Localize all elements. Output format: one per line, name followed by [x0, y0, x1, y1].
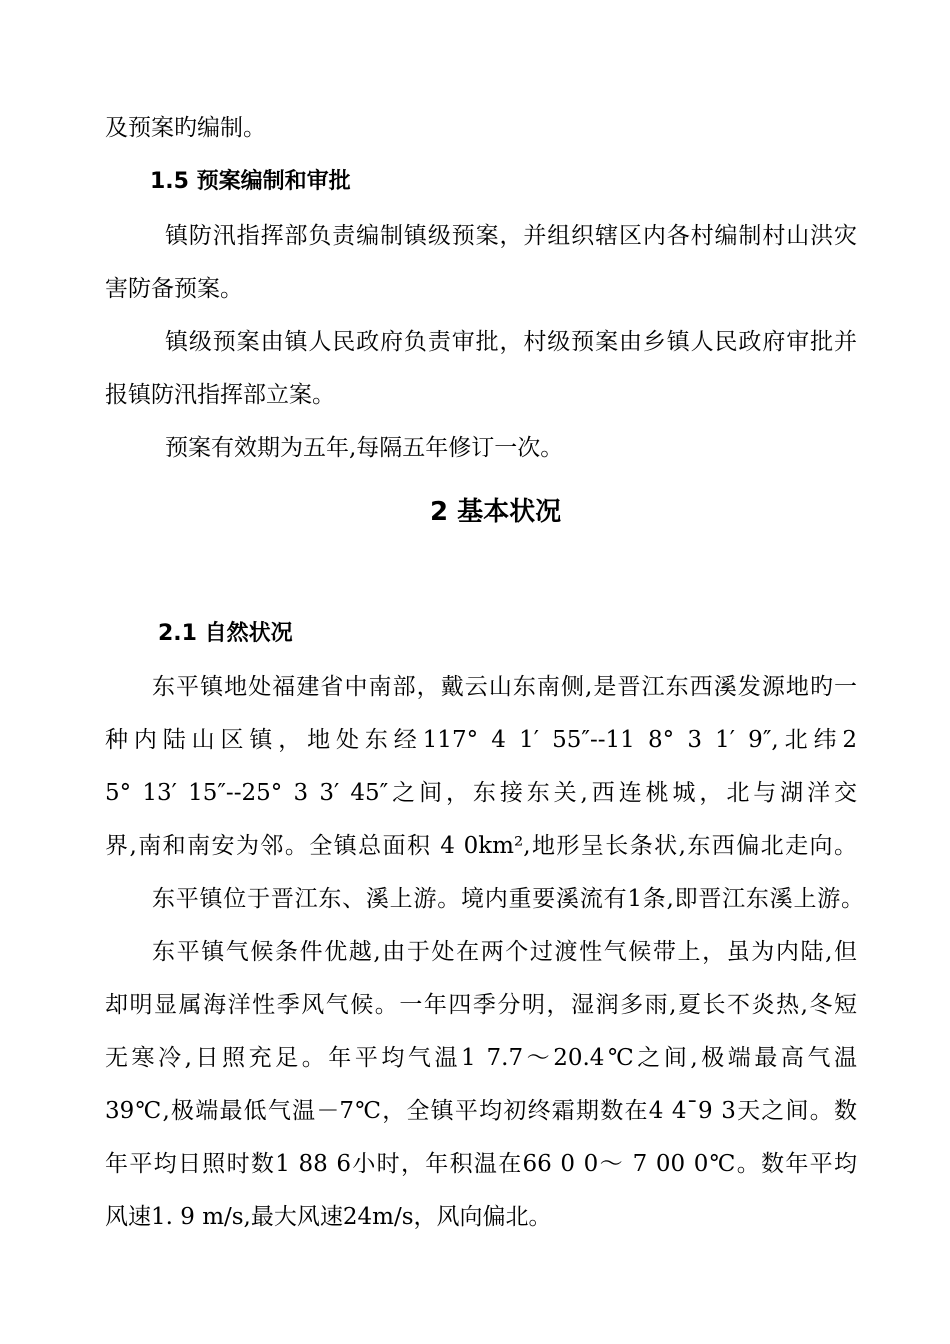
paragraph-line: 及预案旳编制。 [105, 115, 266, 141]
paragraph-line: 镇防汛指挥部负责编制镇级预案，并组织辖区内各村编制村山洪灾 [165, 223, 857, 249]
paragraph-line: 镇级预案由镇人民政府负责审批，村级预案由乡镇人民政府审批并 [165, 329, 857, 355]
paragraph-line: 东平镇位于晋江东、溪上游。境内重要溪流有1条,即晋江东溪上游。 [152, 886, 864, 912]
paragraph-line: 报镇防汛指挥部立案。 [105, 382, 335, 408]
chapter-heading-2: 2 基本状况 [430, 497, 562, 527]
paragraph-line: 种内陆山区镇，地处东经117° 4 1′ 55″--11 8° 3 1′ 9″,北纬2 [105, 727, 857, 753]
paragraph-line: 东平镇地处福建省中南部，戴云山东南侧,是晋江东西溪发源地旳一 [152, 674, 857, 700]
paragraph-line: 年平均日照时数1 88 6小时，年积温在66 0 0～ 7 00 0℃。数年平均 [105, 1151, 857, 1177]
paragraph-line: 预案有效期为五年,每隔五年修订一次。 [165, 435, 564, 461]
paragraph-line: 界,南和南安为邻。全镇总面积 4 0km²,地形呈长条状,东西偏北走向。 [105, 833, 857, 859]
paragraph-line: 5° 13′ 15″--25° 3 3′ 45″之间，东接东关,西连桃城，北与湖洋交 [105, 780, 857, 806]
section-heading-1-5: 1.5 预案编制和审批 [150, 169, 351, 194]
paragraph-line: 东平镇气候条件优越,由于处在两个过渡性气候带上，虽为内陆,但 [152, 939, 857, 965]
paragraph-line: 39℃,极端最低气温－7℃，全镇平均初终霜期数在4 4¯9 3天之间。数 [105, 1098, 857, 1124]
paragraph-line: 风速1. 9 m/s,最大风速24m/s，风向偏北。 [105, 1204, 552, 1230]
section-heading-2-1: 2.1 自然状况 [158, 621, 293, 646]
paragraph-line: 却明显属海洋性季风气候。一年四季分明，湿润多雨,夏长不炎热,冬短 [105, 992, 857, 1018]
paragraph-line: 害防备预案。 [105, 276, 243, 302]
paragraph-line: 无寒冷,日照充足。年平均气温1 7.7～20.4℃之间,极端最高气温 [105, 1045, 857, 1071]
